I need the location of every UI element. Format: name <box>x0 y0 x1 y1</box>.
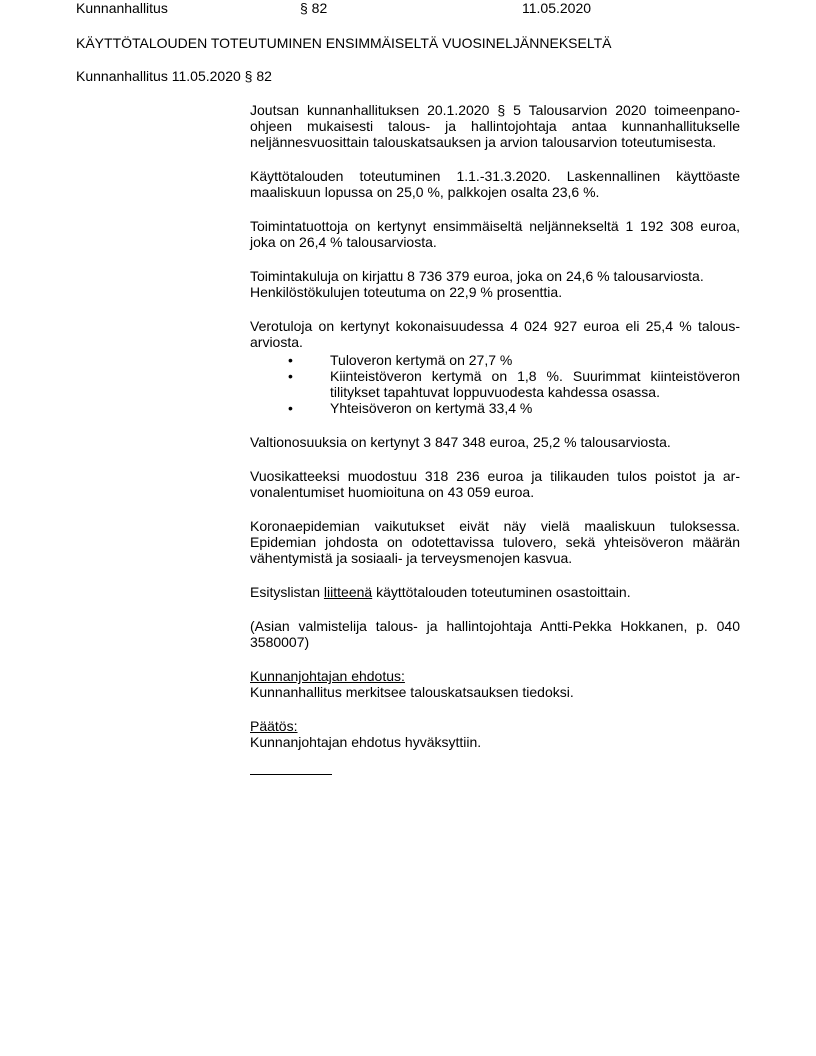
header-section-number: § 82 <box>300 0 328 16</box>
decision-heading: Päätös: <box>250 718 298 734</box>
paragraph-corona-impact: Koronaepidemian vaikutukset eivät näy vielä maaliskuun tuloksessa. Epidemian johdosta on odotettavissa tulovero, sekä yhteisöveron määrän vähentymistä ja sosiaali- ja terveysmenojen kasvua. <box>250 518 740 566</box>
attachment-link[interactable]: liitteenä <box>323 584 373 600</box>
paragraph-tax-revenue: Verotuloja on kertynyt kokonaisuudessa 4 024 927 euroa eli 25,4 % talousarviosta. <box>250 318 740 350</box>
list-item: • Tuloveron kertymä on 27,7 % <box>250 352 740 368</box>
decision-section <box>250 718 740 750</box>
meeting-reference: Kunnanhallitus 11.05.2020 § 82 <box>76 68 272 84</box>
list-item: • Yhteisöveron on kertymä 33,4 % <box>250 400 740 416</box>
document-title: KÄYTTÖTALOUDEN TOTEUTUMINEN ENSIMMÄISELTÄ VUOSINELJÄNNEKSELTÄ <box>76 35 612 51</box>
header-body-name: Kunnanhallitus <box>76 0 168 16</box>
paragraph-operating-income: Toimintatuottoja on kertynyt ensimmäiseltä neljännekseltä 1 192 308 euroa, joka on 26,4 % talousarviosta. <box>250 218 740 250</box>
operating-costs-line: Toimintakuluja on kirjattu 8 736 379 euroa, joka on 24,6 % talousarviosta. <box>250 268 704 284</box>
attachment-text-after: käyttötalouden toteutuminen osastoittain. <box>372 584 631 600</box>
document-body <box>250 102 740 775</box>
paragraph-state-subsidies: Valtionosuuksia on kertynyt 3 847 348 euroa, 25,2 % talousarviosta. <box>250 434 671 450</box>
paragraph-utilization: Käyttötalouden toteutuminen 1.1.-31.3.2020. Laskennallinen käyttöaste maaliskuun lopussa on 25,0 %, palkkojen osalta 23,6 %. <box>250 168 740 200</box>
header-date: 11.05.2020 <box>522 0 592 16</box>
list-item: • Kiinteistöveron kertymä on 1,8 %. Suurimmat kiinteistöveron tilitykset tapahtuvat loppuvuodesta kahdessa osassa. <box>250 368 740 400</box>
paragraph-preparer: (Asian valmistelija talous- ja hallintojohtaja Antti-Pekka Hokkanen, p. 040 3580007) <box>250 618 740 650</box>
proposal-text: Kunnanhallitus merkitsee talouskatsauksen tiedoksi. <box>250 684 574 700</box>
page-header <box>0 0 816 18</box>
proposal-heading: Kunnanjohtajan ehdotus: <box>250 668 405 684</box>
decision-text: Kunnanjohtajan ehdotus hyväksyttiin. <box>250 734 482 750</box>
paragraph-background: Joutsan kunnanhallituksen 20.1.2020 § 5 Talousarvion 2020 toimeenpano-ohjeen mukaisesti talous- ja hallintojohtaja antaa kunnanhallitukselle neljännesvuosittain talouskatsauksen ja arvion talousarvion toteutumisesta. <box>250 102 740 150</box>
paragraph-operating-costs <box>250 268 740 300</box>
personnel-costs-line: Henkilöstökulujen toteutuma on 22,9 % prosenttia. <box>250 284 563 300</box>
paragraph-annual-margin: Vuosikatteeksi muodostuu 318 236 euroa ja tilikauden tulos poistot ja arvonalentumiset huomioituna on 43 059 euroa. <box>250 468 740 500</box>
paragraph-attachment <box>250 584 740 600</box>
proposal-section <box>250 668 740 700</box>
attachment-text-before: Esityslistan <box>250 584 324 600</box>
end-divider <box>250 774 332 775</box>
tax-bullet-list <box>250 352 740 416</box>
